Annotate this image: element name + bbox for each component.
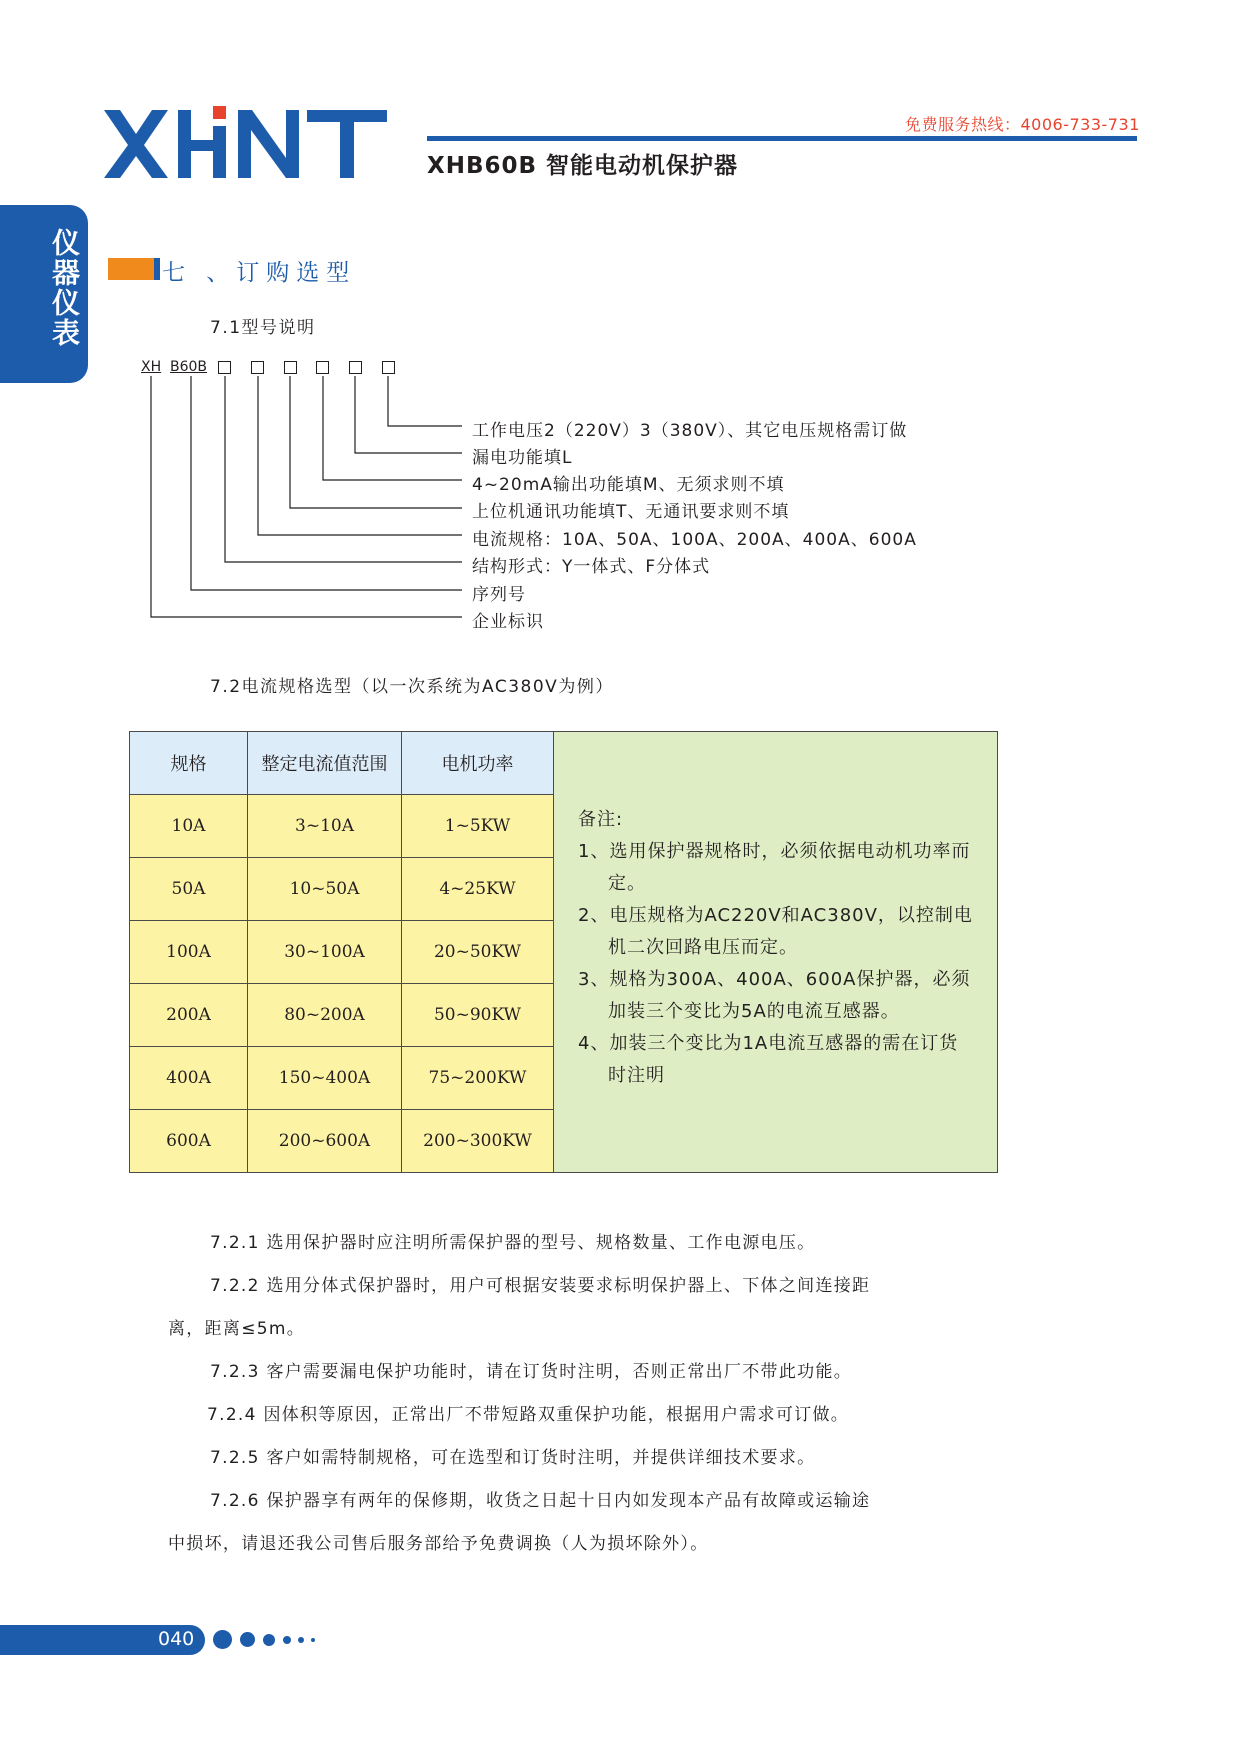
table-cell-spec: 400A [130, 1047, 248, 1110]
table-cell-power: 20~50KW [402, 921, 554, 984]
table-cell-power: 50~90KW [402, 984, 554, 1047]
footer-dot [263, 1634, 275, 1646]
spec-heading: 7.2电流规格选型（以一次系统为AC380V为例） [210, 677, 614, 697]
notes-cell [554, 732, 998, 1173]
footer-dot [283, 1636, 291, 1644]
model-desc-current-spec: 电流规格：10A、50A、100A、200A、400A、600A [472, 530, 917, 550]
product-title: XHB60B 智能电动机保护器 [427, 153, 739, 179]
paragraph-7-2-3: 7.2.3 客户需要漏电保护功能时，请在订货时注明，否则正常出厂不带此功能。 [210, 1362, 853, 1382]
model-desc-leakage: 漏电功能填L [472, 448, 573, 468]
footer-dot [298, 1637, 304, 1643]
model-prefix-company: XH [141, 359, 162, 375]
notes-title: 备注: [578, 809, 624, 830]
paragraph-7-2-6-cont: 中损坏，请退还我公司售后服务部给予免费调换（人为损坏除外）。 [168, 1534, 709, 1554]
table-cell-spec: 10A [130, 795, 248, 858]
table-cell-range: 10~50A [248, 858, 402, 921]
paragraph-7-2-2-cont: 离，距离≤5m。 [168, 1319, 306, 1339]
column-header-spec: 规格 [130, 732, 248, 795]
table-cell-spec: 200A [130, 984, 248, 1047]
service-hotline: 免费服务热线：4006-733-731 [905, 115, 1140, 134]
table-cell-power: 1~5KW [402, 795, 554, 858]
model-desc-communication: 上位机通讯功能填T、无通讯要求则不填 [472, 502, 790, 522]
note-item: 2、电压规格为AC220V和AC380V，以控制电机二次回路电压而定。 [578, 905, 973, 958]
table-cell-spec: 50A [130, 858, 248, 921]
model-prefix-series: B60B [170, 359, 208, 375]
note-item: 4、加装三个变比为1A电流互感器的需在订货时注明 [578, 1033, 959, 1086]
note-item: 3、规格为300A、400A、600A保护器，必须加装三个变比为5A的电流互感器。 [578, 969, 971, 1022]
section-title: 七 、订购选型 [162, 260, 357, 286]
table-cell-range: 200~600A [248, 1110, 402, 1173]
model-desc-structure: 结构形式：Y一体式、F分体式 [472, 557, 711, 577]
notes-block [554, 732, 997, 1092]
column-header-motor-power: 电机功率 [402, 732, 554, 795]
paragraph-7-2-6: 7.2.6 保护器享有两年的保修期，收货之日起十日内如发现本产品有故障或运输途 [210, 1491, 871, 1511]
model-desc-series: 序列号 [472, 585, 526, 605]
table-cell-power: 4~25KW [402, 858, 554, 921]
model-desc-company: 企业标识 [472, 612, 544, 632]
table-cell-range: 3~10A [248, 795, 402, 858]
table-cell-range: 30~100A [248, 921, 402, 984]
page-number: 040 [158, 1628, 195, 1650]
table-cell-range: 150~400A [248, 1047, 402, 1110]
table-cell-spec: 600A [130, 1110, 248, 1173]
table-cell-spec: 100A [130, 921, 248, 984]
model-desc-voltage: 工作电压2（220V）3（380V）、其它电压规格需订做 [472, 421, 908, 441]
table-cell-range: 80~200A [248, 984, 402, 1047]
model-heading: 7.1型号说明 [210, 318, 316, 338]
footer-dot [213, 1630, 232, 1649]
table-cell-power: 75~200KW [402, 1047, 554, 1110]
model-desc-analog-output: 4~20mA输出功能填M、无须求则不填 [472, 475, 785, 495]
table-cell-power: 200~300KW [402, 1110, 554, 1173]
footer-dot [240, 1632, 255, 1647]
paragraph-7-2-4: 7.2.4 因体积等原因，正常出厂不带短路双重保护功能，根据用户需求可订做。 [207, 1405, 850, 1425]
side-tab-label: 仪器仪表 [48, 228, 81, 348]
paragraph-7-2-2: 7.2.2 选用分体式保护器时，用户可根据安装要求标明保护器上、下体之间连接距 [210, 1276, 871, 1296]
footer-dot [311, 1638, 315, 1642]
paragraph-7-2-1: 7.2.1 选用保护器时应注明所需保护器的型号、规格数量、工作电源电压。 [210, 1233, 816, 1253]
paragraph-7-2-5: 7.2.5 客户如需特制规格，可在选型和订货时注明，并提供详细技术要求。 [210, 1448, 816, 1468]
note-item: 1、选用保护器规格时，必须依据电动机功率而定。 [578, 841, 971, 894]
table-header-row [130, 732, 998, 795]
spec-table [129, 731, 998, 1173]
column-header-current-range: 整定电流值范围 [248, 732, 402, 795]
